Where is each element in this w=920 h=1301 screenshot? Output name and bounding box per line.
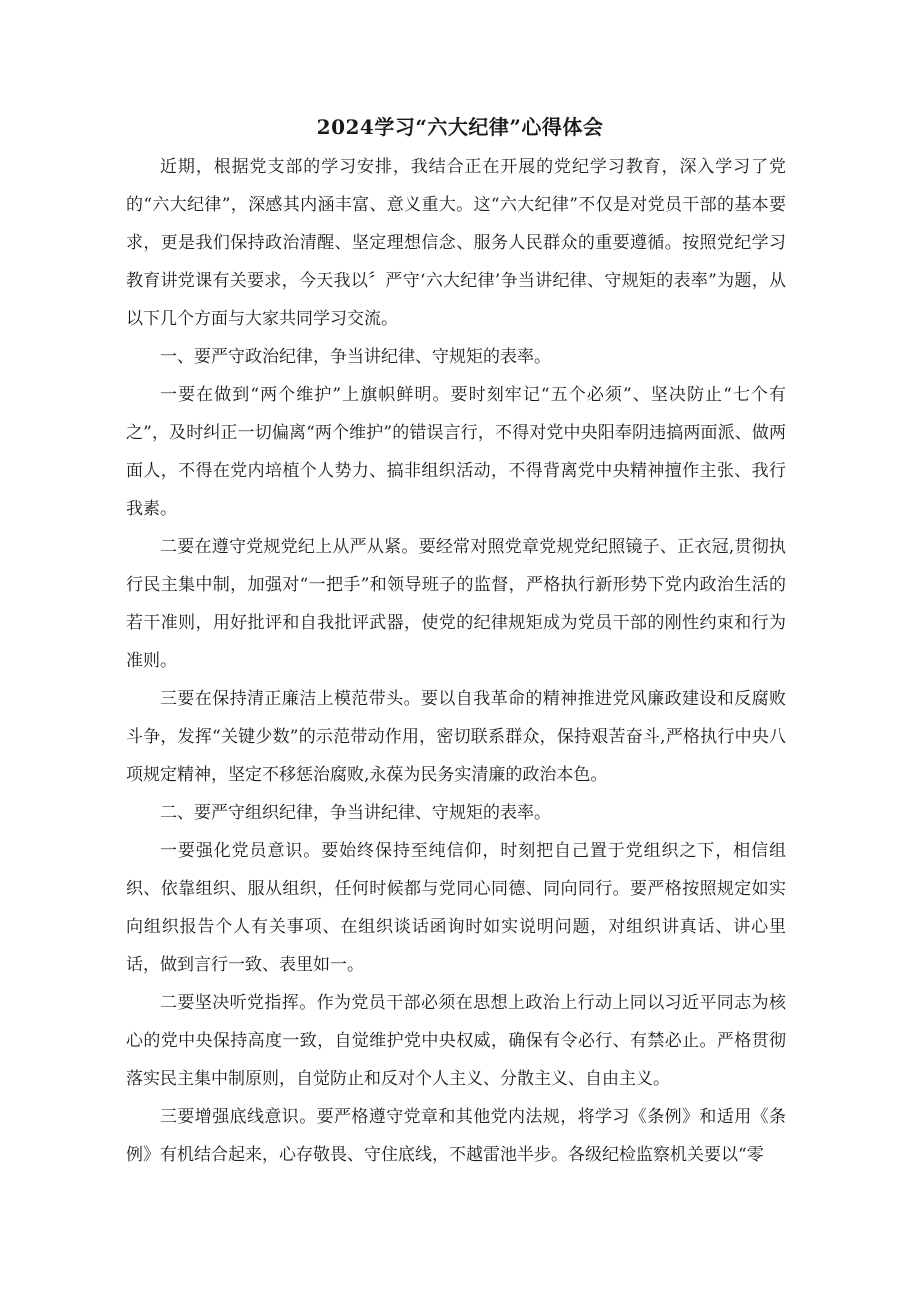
paragraph-integrity: 三要在保持清正廉洁上模范带头。要以自我革命的精神推进党风廉政建设和反腐败斗争，发挥“关键少数”的示范带动作用，密切联系群众，保持艰苦奋斗,严格执行中央八项规定精神，坚定不移惩治腐败,永葆为民务实清廉的政治本色。	[126, 689, 786, 785]
paragraph-follow-party-command: 二要坚决听党指挥。作为党员干部必须在思想上政治上行动上同以习近平同志为核心的党中央保持高度一致，自觉维护党中央权威，确保有令必行、有禁必止。严格贯彻落实民主集中制原则，自觉防止和反对个人主义、分散主义、自由主义。	[126, 993, 786, 1089]
paragraph-party-rules: 二要在遵守党规党纪上从严从紧。要经常对照党章党规党纪照镜子、正衣冠,贯彻执行民主集中制，加强对“一把手”和领导班子的监督，严格执行新形势下党内政治生活的若干准则，用好批评和自我批评武器，使党的纪律规矩成为党员干部的刚性约束和行为准则。	[126, 537, 786, 671]
document-body	[126, 148, 786, 1174]
document-title: 2024学习“六大纪律”心得体会	[316, 115, 604, 139]
paragraph-two-safeguards: 一要在做到“两个维护”上旗帜鲜明。要时刻牢记“五个必须”、坚决防止“七个有之”，及时纠正一切偏离“两个维护”的错误言行，不得对党中央阳奉阴违搞两面派、做两面人，不得在党内培植个人势力、搞非组织活动，不得背离党中央精神擅作主张、我行我素。	[126, 385, 786, 519]
paragraph-bottom-line-awareness: 三要增强底线意识。要严格遵守党章和其他党内法规，将学习《条例》和适用《条例》有机结合起来，心存敬畏、守住底线，不越雷池半步。各级纪检监察机关要以“零	[126, 1107, 786, 1165]
section-heading-political-discipline: 一、要严守政治纪律，争当讲纪律、守规矩的表率。	[160, 347, 551, 367]
paragraph-intro: 近期，根据党支部的学习安排，我结合正在开展的党纪学习教育，深入学习了党的“六大纪律”，深感其内涵丰富、意义重大。这“六大纪律”不仅是对党员干部的基本要求，更是我们保持政治清醒、坚定理想信念、服务人民群众的重要遵循。按照党纪学习教育讲党课有关要求，今天我以〞严守‘六大纪律’争当讲纪律、守规矩的表率”为题，从以下几个方面与大家共同学习交流。	[126, 157, 786, 329]
paragraph-party-member-awareness: 一要强化党员意识。要始终保持至纯信仰，时刻把自己置于党组织之下，相信组织、依靠组织、服从组织，任何时候都与党同心同德、同向同行。要严格按照规定如实向组织报告个人有关事项、在组织谈话函询时如实说明问题，对组织讲真话、讲心里话，做到言行一致、表里如一。	[126, 841, 786, 975]
section-heading-organizational-discipline: 二、要严守组织纪律，争当讲纪律、守规矩的表率。	[160, 803, 551, 823]
